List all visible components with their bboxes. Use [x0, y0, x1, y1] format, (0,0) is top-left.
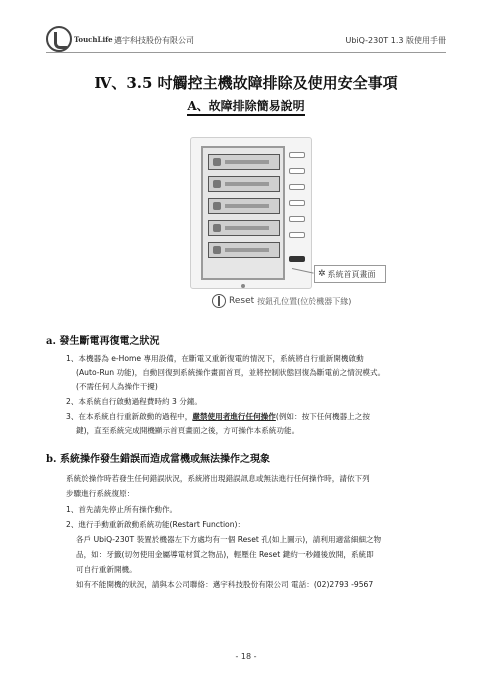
section-b-intro-line2: 步驟進行系統復原：: [66, 489, 135, 498]
screen-menu-row: [208, 176, 280, 192]
reset-arrow-icon: [212, 294, 226, 308]
section-a-item1-line3: (不需任何人為操作干擾): [76, 382, 158, 391]
touchlife-logo-icon: [46, 26, 72, 52]
item3-warning: 嚴禁使用者進行任何操作: [192, 412, 276, 421]
device-side-button: [289, 184, 305, 190]
company-name: 邁宇科技股份有限公司: [114, 36, 194, 45]
section-b-step2-line2: 品，如：牙籤(切勿使用金屬導電材質之物品)，輕壓住 Reset 鍵約一秒鐘後放開，系統即: [76, 550, 374, 559]
section-a-item3-line2: 鍵)，直至系統完成開機顯示首頁畫面之後，方可操作本系統功能。: [76, 426, 300, 435]
section-b-step2: 2、進行手動重新啟動系統功能(Restart Function)：: [66, 520, 246, 529]
reset-hole: [241, 284, 245, 288]
page-number: - 18 -: [235, 652, 257, 661]
page-title: Ⅳ、3.5 吋觸控主機故障排除及使用安全事項: [94, 74, 398, 92]
manual-title: UbiQ-230T 1.3 版使用手冊: [345, 36, 446, 45]
brand-name: TouchLife: [74, 35, 113, 44]
header-divider: [46, 52, 446, 53]
screen-menu-row: [208, 154, 280, 170]
page-header: [46, 26, 446, 54]
home-screen-label: 系統首頁畫面: [327, 269, 376, 279]
section-b-intro-line1: 系統於操作時若發生任何錯誤狀況，系統將出現錯誤訊息或無法進行任何操作時，請依下列: [66, 474, 370, 483]
home-screen-callout: [314, 265, 386, 283]
reset-word: Reset: [229, 296, 255, 306]
screen-menu-row: [208, 242, 280, 258]
device-side-button: [289, 168, 305, 174]
device-screen: [201, 146, 285, 280]
section-b-contact: 如有不能開機的狀況，請與本公司聯絡：邁宇科技股份有限公司 電話：(02)2793 -9567: [76, 580, 374, 589]
device-illustration: [190, 137, 312, 289]
device-side-button: [289, 232, 305, 238]
item3-pre: 3、在本系統自行重新啟動的過程中，: [66, 412, 193, 421]
device-home-button: [289, 256, 305, 262]
section-b-heading: b. 系統操作發生錯誤而造成當機或無法操作之現象: [46, 454, 270, 465]
section-a-item1-line2: (Auto-Run 功能)，自動回復到系統操作畫面首頁，並將控制狀態回復為斷電前之情況模式。: [76, 368, 386, 377]
section-b-step1: 1、首先請先停止所有操作動作。: [66, 505, 178, 514]
section-b-step2-line3: 可自行重新開機。: [76, 565, 137, 574]
section-a-heading: a. 發生斷電再復電之狀況: [46, 336, 160, 347]
reset-description: 按鈕孔位置(位於機器下緣): [257, 296, 352, 306]
screen-menu-row: [208, 198, 280, 214]
gear-icon: ✲: [318, 269, 326, 279]
section-title: [0, 97, 492, 114]
section-a-item1-line1: 1、本機器為 e-Home 專用設備，在斷電又重新復電的情況下，系統將自行重新開機啟動: [66, 354, 364, 363]
section-a-item3: [66, 410, 446, 424]
section-title-text: A、故障排除簡易說明: [187, 99, 304, 116]
section-a-item2: 2、本系統自行啟動過程費時約 3 分鐘。: [66, 397, 202, 406]
section-b-step2-line1: 各戶 UbiQ-230T 裝置於機器左下方處均有一個 Reset 孔(如上圖示)，請利用適當細細之物: [76, 535, 382, 544]
item3-post: (例如：按下任何機器上之按: [275, 412, 370, 421]
reset-note: [212, 294, 351, 308]
screen-menu-row: [208, 220, 280, 236]
device-side-button: [289, 200, 305, 206]
device-side-button: [289, 152, 305, 158]
device-side-button: [289, 216, 305, 222]
